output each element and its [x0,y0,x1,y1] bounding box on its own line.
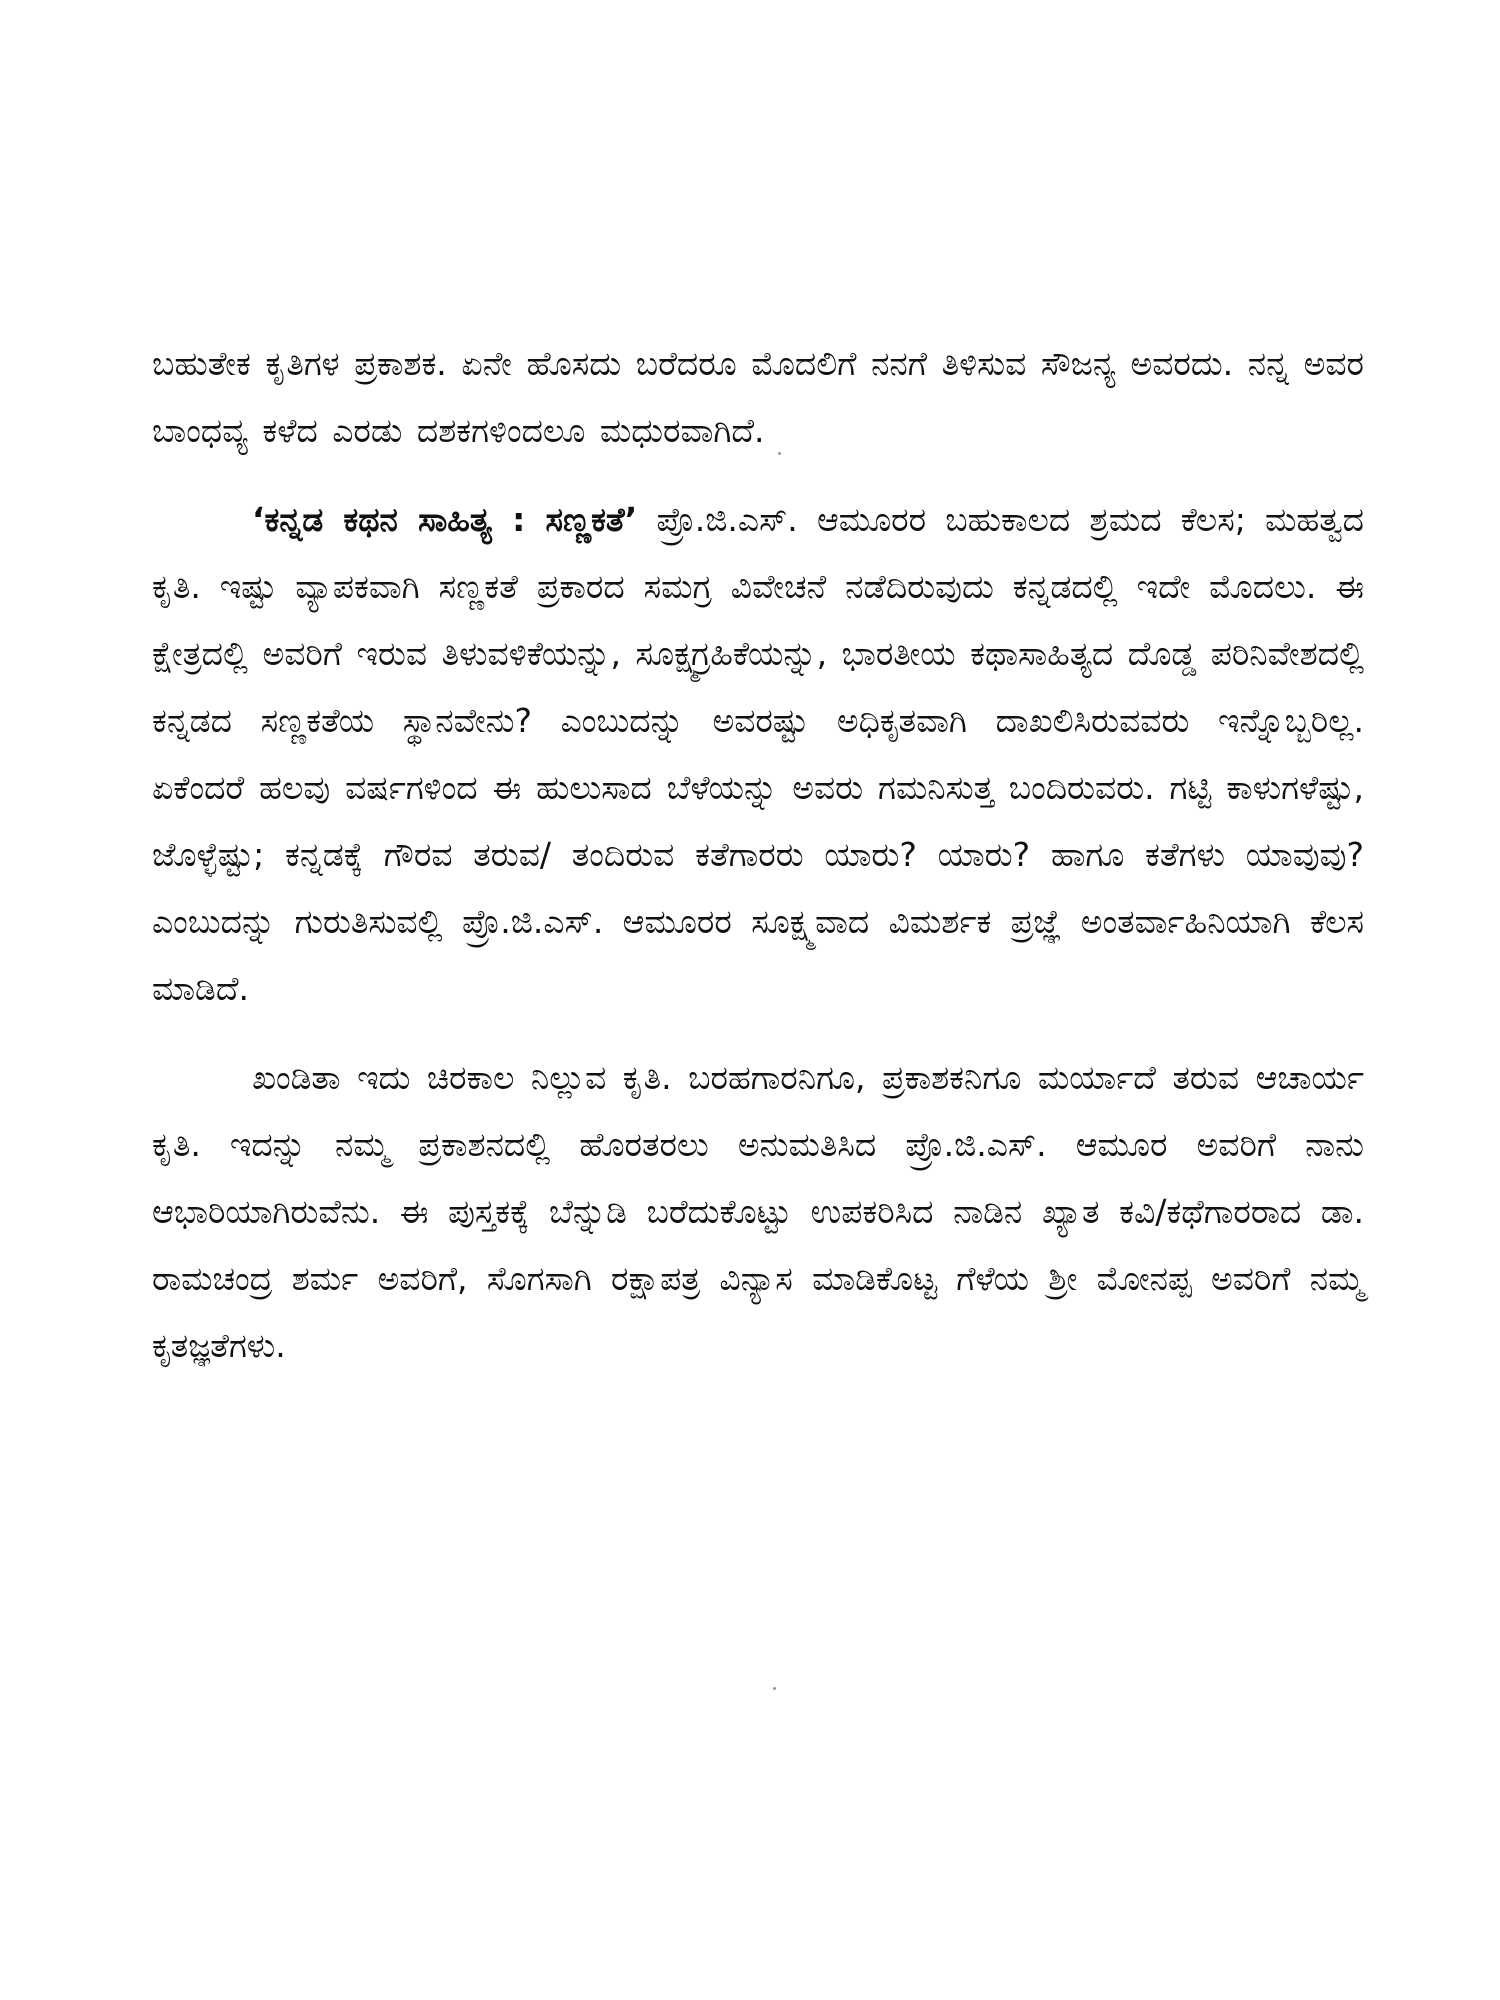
book-title: ‘ಕನ್ನಡ ಕಥನ ಸಾಹಿತ್ಯ : ಸಣ್ಣಕತೆ’ [252,500,638,539]
scan-speck [773,1687,776,1690]
paragraph-2 [152,486,1364,1022]
paragraph-1: ಬಹುತೇಕ ಕೃತಿಗಳ ಪ್ರಕಾಶಕ. ಏನೇ ಹೊಸದು ಬರೆದರೂ ಮೊದಲಿಗೆ ನನಗೆ ತಿಳಿಸುವ ಸೌಜನ್ಯ ಅವರದು. ನನ್ನ ಅವರ ಬಾಂಧವ್ಯ ಕಳೆದ ಎರಡು ದಶಕಗಳಿಂದಲೂ ಮಧುರವಾಗಿದೆ. [152,344,1364,450]
scan-speck [778,452,781,455]
paragraph-3: ಖಂಡಿತಾ ಇದು ಚಿರಕಾಲ ನಿಲ್ಲುವ ಕೃತಿ. ಬರಹಗಾರನಿಗೂ, ಪ್ರಕಾಶಕನಿಗೂ ಮರ್ಯಾದೆ ತರುವ ಆಚಾರ್ಯ ಕೃತಿ. ಇದನ್ನು ನಮ್ಮ ಪ್ರಕಾಶನದಲ್ಲಿ ಹೊರತರಲು ಅನುಮತಿಸಿದ ಪ್ರೊ.ಜಿ.ಎಸ್. ಆಮೂರ ಅವರಿಗೆ ನಾನು ಆಭಾರಿಯಾಗಿರುವೆನು. ಈ ಪುಸ್ತಕಕ್ಕೆ ಬೆನ್ನುಡಿ ಬರೆದುಕೊಟ್ಟು ಉಪಕರಿಸಿದ ನಾಡಿನ ಖ್ಯಾತ ಕವಿ/ಕಥೆಗಾರರಾದ ಡಾ. ರಾಮಚಂದ್ರ ಶರ್ಮ ಅವರಿಗೆ, ಸೊಗಸಾಗಿ ರಕ್ಷಾಪತ್ರ ವಿನ್ಯಾಸ ಮಾಡಿಕೊಟ್ಟ ಗೆಳೆಯ ಶ್ರೀ ಮೋನಪ್ಪ ಅವರಿಗೆ ನಮ್ಮ ಕೃತಜ್ಞತೆಗಳು. [152,1058,1364,1365]
paragraph-2-text: ಪ್ರೊ.ಜಿ.ಎಸ್. ಆಮೂರರ ಬಹುಕಾಲದ ಶ್ರಮದ ಕೆಲಸ; ಮಹತ್ವದ ಕೃತಿ. ಇಷ್ಟು ವ್ಯಾಪಕವಾಗಿ ಸಣ್ಣಕತೆ ಪ್ರಕಾರದ ಸಮಗ್ರ ವಿವೇಚನೆ ನಡೆದಿರುವುದು ಕನ್ನಡದಲ್ಲಿ ಇದೇ ಮೊದಲು. ಈ ಕ್ಷೇತ್ರದಲ್ಲಿ ಅವರಿಗೆ ಇರುವ ತಿಳುವಳಿಕೆಯನ್ನು, ಸೂಕ್ಷ್ಮಗ್ರಹಿಕೆಯನ್ನು, ಭಾರತೀಯ ಕಥಾಸಾಹಿತ್ಯದ ದೊಡ್ಡ ಪರಿನಿವೇಶದಲ್ಲಿ ಕನ್ನಡದ ಸಣ್ಣಕತೆಯ ಸ್ಥಾನವೇನು? ಎಂಬುದನ್ನು ಅವರಷ್ಟು ಅಧಿಕೃತವಾಗಿ ದಾಖಲಿಸಿರುವವರು ಇನ್ನೊಬ್ಬರಿಲ್ಲ. ಏಕೆಂದರೆ ಹಲವು ವರ್ಷಗಳಿಂದ ಈ ಹುಲುಸಾದ ಬೆಳೆಯನ್ನು ಅವರು ಗಮನಿಸುತ್ತ ಬಂದಿರುವರು. ಗಟ್ಟಿ ಕಾಳುಗಳೆಷ್ಟು, ಜೊಳ್ಳೆಷ್ಟು; ಕನ್ನಡಕ್ಕೆ ಗೌರವ ತರುವ/ ತಂದಿರುವ ಕತೆಗಾರರು ಯಾರು? ಯಾರು? ಹಾಗೂ ಕತೆಗಳು ಯಾವುವು? ಎಂಬುದನ್ನು ಗುರುತಿಸುವಲ್ಲಿ ಪ್ರೊ.ಜಿ.ಎಸ್. ಆಮೂರರ ಸೂಕ್ಷ್ಮವಾದ ವಿಮರ್ಶಕ ಪ್ರಜ್ಞೆ ಅಂತರ್ವಾಹಿನಿಯಾಗಿ ಕೆಲಸ ಮಾಡಿದೆ. [152,500,1364,1008]
body-text [152,330,1364,1401]
